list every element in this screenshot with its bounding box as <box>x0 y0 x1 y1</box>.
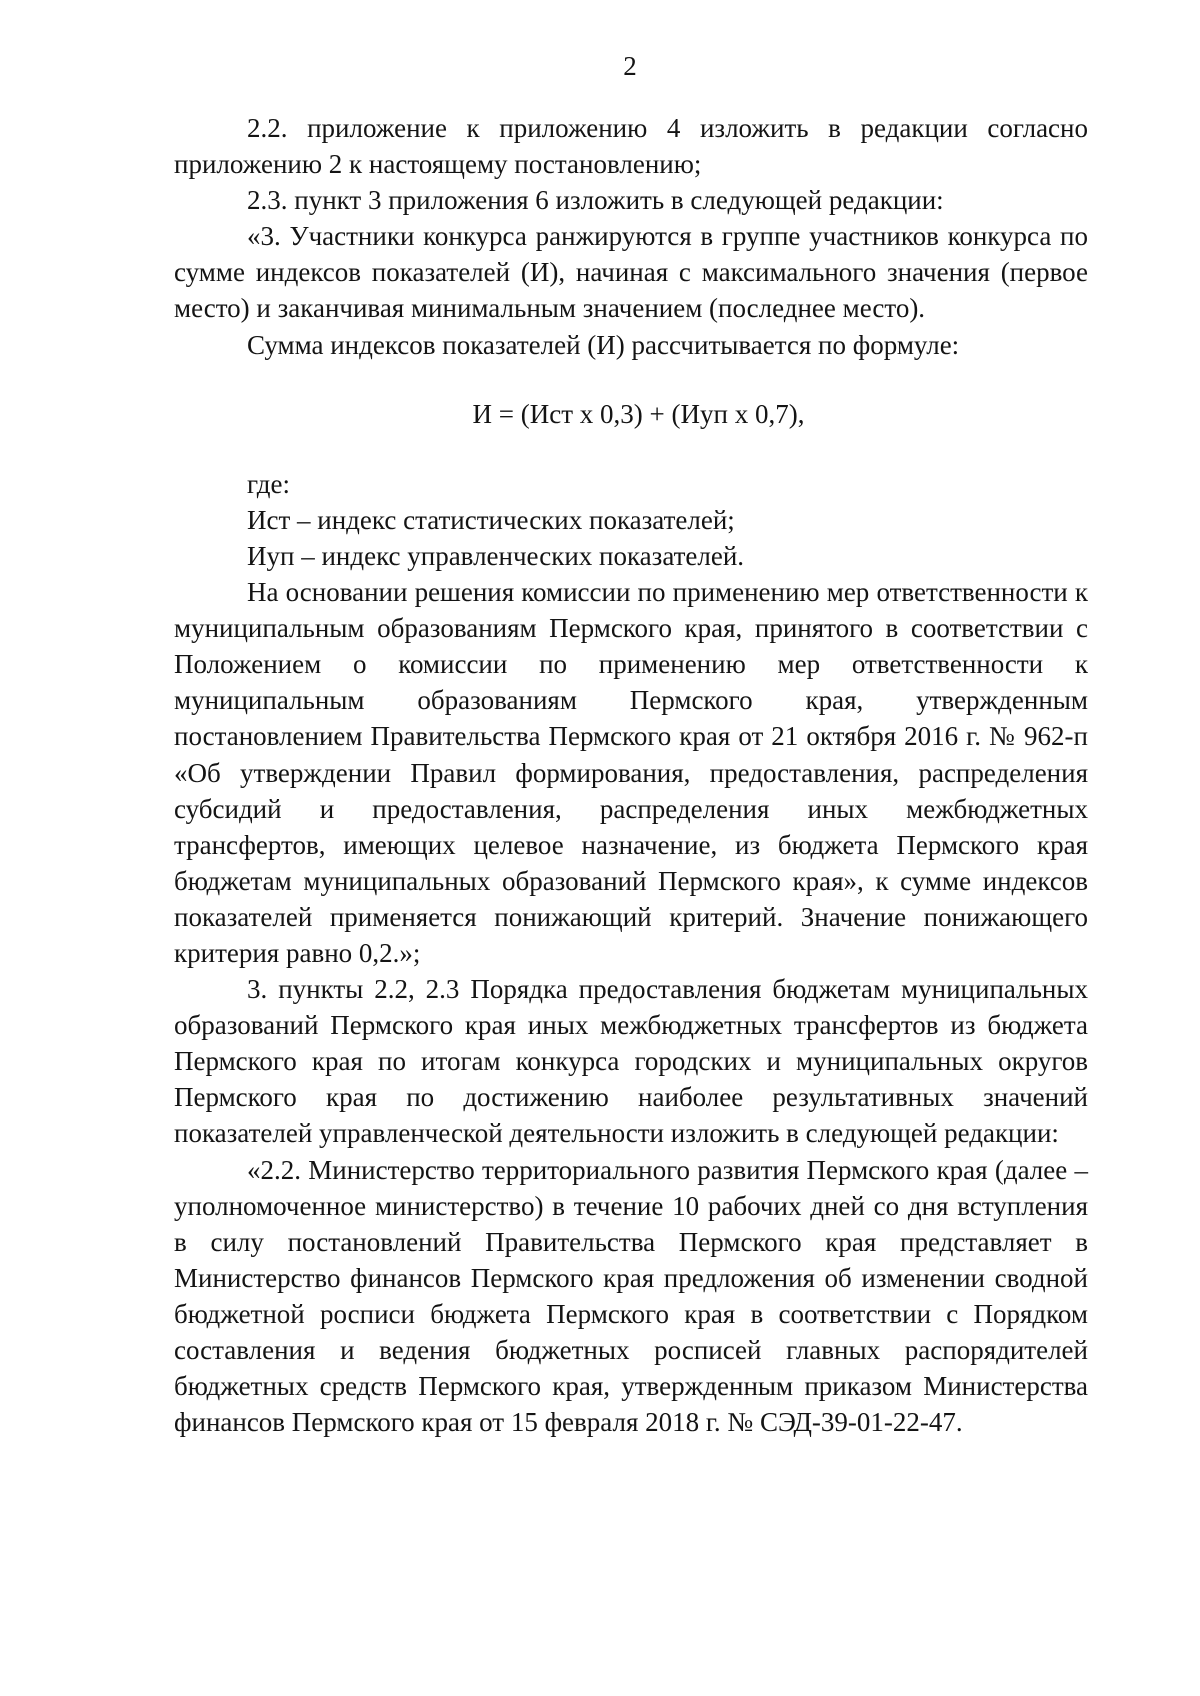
document-body <box>174 110 1088 1440</box>
paragraph-2-2-ministry: «2.2. Министерство территориального развития Пермского края (далее – уполномоченное министерство) в течение 10 рабочих дней со дня вступления в силу постановлений Правительства Пермского края представляет в Министерство финансов Пермского края предложения об изменении сводной бюджетной росписи бюджета Пермского края в соответствии с Порядком составления и ведения бюджетных росписей главных распорядителей бюджетных средств Пермского края, утвержденным приказом Министерства финансов Пермского края от 15 февраля 2018 г. № СЭД-39-01-22-47. <box>174 1154 1088 1438</box>
formula: И = (Ист х 0,3) + (Иуп х 0,7), <box>472 398 805 429</box>
paragraph-2-3: 2.3. пункт 3 приложения 6 изложить в следующей редакции: <box>247 185 944 216</box>
paragraph-where: где: <box>247 468 290 499</box>
definition-iup: Иуп – индекс управленческих показателей. <box>247 540 745 571</box>
paragraph-commission-decision: На основании решения комиссии по применению мер ответственности к муниципальным образованиям Пермского края, принятого в соответствии с Положением о комиссии по применению мер ответственности к муниципальным образованиям Пермского края, утвержденным постановлением Правительства Пермского края от 21 октября 2016 г. № 962-п «Об утверждении Правил формирования, предоставления, распределения субсидий и предоставления, распределения иных межбюджетных трансфертов, имеющих целевое назначение, из бюджета Пермского края бюджетам муниципальных образований Пермского края», к сумме индексов показателей применяется понижающий критерий. Значение понижающего критерия равно 0,2.»; <box>174 577 1088 968</box>
definition-ist: Ист – индекс статистических показателей; <box>247 504 735 535</box>
paragraph-item-3-ranking: «3. Участники конкурса ранжируются в группе участников конкурса по сумме индексов показателей (И), начиная с максимального значения (первое место) и заканчивая минимальным значением (последнее место). <box>174 221 1088 324</box>
paragraph-3-points: 3. пункты 2.2, 2.3 Порядка предоставления бюджетам муниципальных образований Пермского края иных межбюджетных трансфертов из бюджета Пермского края по итогам конкурса городских и муниципальных округов Пермского края по достижению наиболее результативных значений показателей управленческой деятельности изложить в следующей редакции: <box>174 974 1088 1149</box>
paragraph-2-2: 2.2. приложение к приложению 4 изложить в редакции согласно приложению 2 к настоящему постановлению; <box>174 113 1088 180</box>
page-number: 2 <box>623 51 637 81</box>
paragraph-formula-intro: Сумма индексов показателей (И) рассчитывается по формуле: <box>247 329 960 360</box>
